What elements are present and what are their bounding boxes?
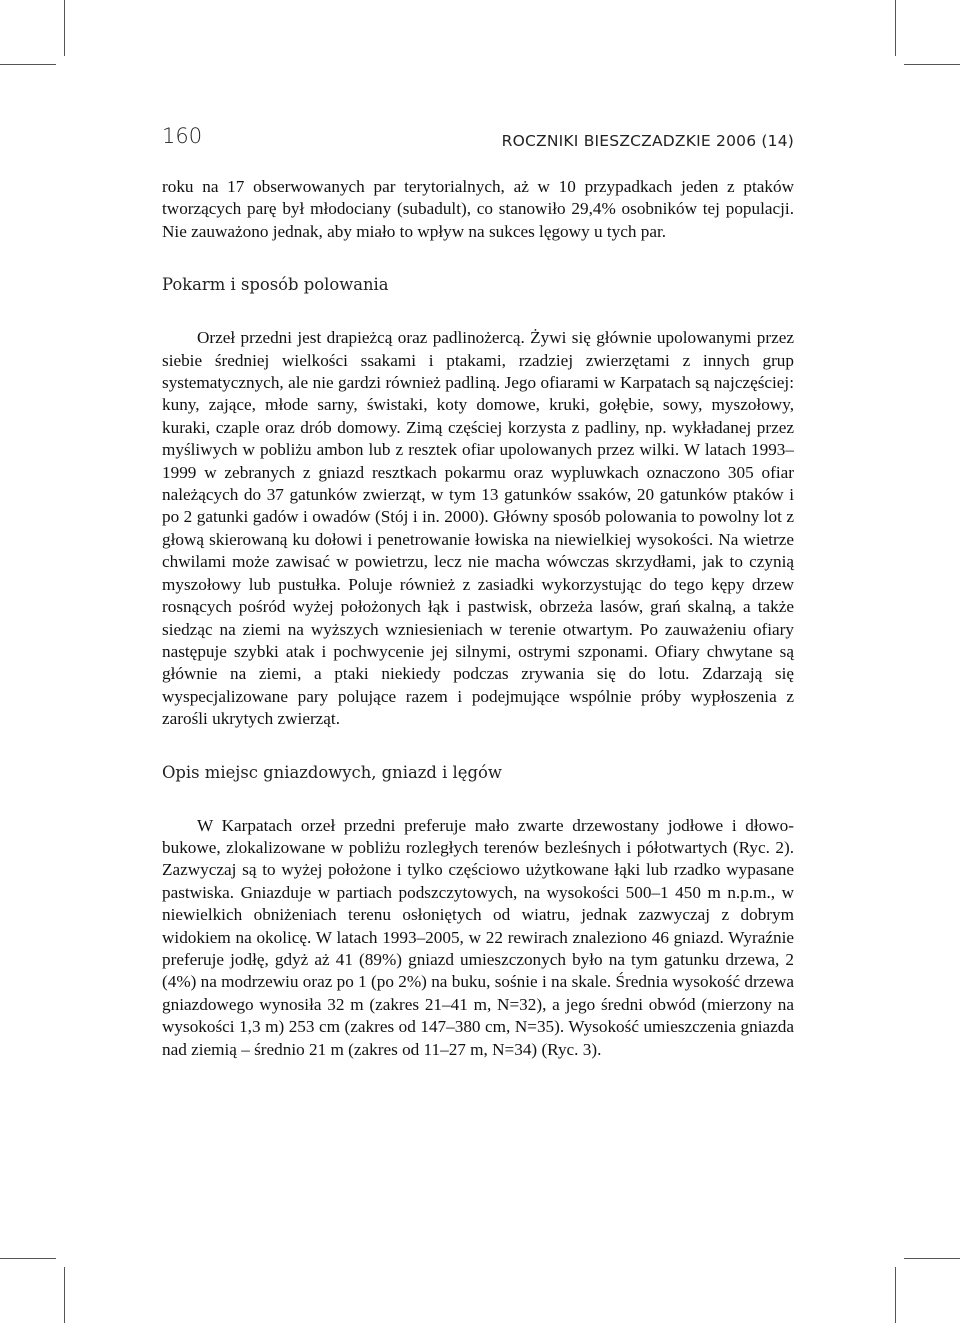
document-body (162, 176, 794, 1061)
journal-title: ROCZNIKI BIESZCZADZKIE 2006 (14) (501, 132, 794, 150)
crop-mark-bottom-left-vertical (64, 1267, 65, 1323)
crop-mark-top-right-vertical (895, 0, 896, 56)
section-heading-opis: Opis miejsc gniazdowych, gniazd i lęgów (162, 762, 502, 782)
section-heading-pokarm: Pokarm i sposób polowania (162, 275, 389, 295)
crop-mark-bottom-right-horizontal (904, 1258, 960, 1259)
page-number: 160 (162, 124, 203, 148)
paragraph-opis: W Karpatach orzeł przedni preferuje mało zwarte drzewostany jodłowe i dłowo-bukowe, zlokalizowane w pobliżu rozległych terenów bezleśnych i półotwartych (Ryc. 2). Zazwyczaj są to wyżej położone i tylko częściowo użytkowane łąki lub rzadko wypasane pastwiska. Gniazduje w partiach podszczytowych, na wysokości 500–1 450 m n.p.m., w niewielkich obniżeniach terenu osłoniętych od wiatru, jednak zazwyczaj z dobrym widokiem na okolicę. W latach 1993–2005, w 22 rewirach znaleziono 46 gniazd. Wyraźnie preferuje jodłę, gdyż aż 41 (89%) gniazd umieszczonych było na tym gatunku drzewa, 2 (4%) na modrzewiu oraz po 1 (po 2%) na buku, sośnie i na skale. Średnia wysokość drzewa gniazdowego wynosiła 32 m (zakres 21–41 m, N=32), a jego średni obwód (mierzony na wysokości 1,3 m) 253 cm (zakres od 147–380 cm, N=35). Wysokość umieszczenia gniazda nad ziemią – średnio 21 m (zakres od 11–27 m, N=34) (Ryc. 3). (162, 815, 794, 1059)
crop-mark-top-right-horizontal (904, 64, 960, 65)
crop-mark-bottom-left-horizontal (0, 1258, 56, 1259)
document-page (162, 118, 794, 1061)
intro-paragraph: roku na 17 obserwowanych par terytorialnych, aż w 10 przypadkach jeden z ptaków tworzących parę był młodociany (subadult), co stanowiło 29,4% osobników tej populacji. Nie zauważono jednak, aby miało to wpływ na sukces lęgowy u tych par. (162, 177, 794, 241)
running-header (162, 118, 794, 158)
crop-mark-top-left-horizontal (0, 64, 56, 65)
crop-mark-bottom-right-vertical (895, 1267, 896, 1323)
paragraph-pokarm: Orzeł przedni jest drapieżcą oraz padlinożercą. Żywi się głównie upolowanymi przez siebie średniej wielkości ssakami i ptakami, rzadziej zwierzętami z innych grup systematycznych, ale nie gardzi również padliną. Jego ofiarami w Karpatach są najczęściej: kuny, zające, młode sarny, świstaki, koty domowe, kruki, gołębie, sowy, myszołowy, kuraki, czaple oraz drób domowy. Zimą częściej korzysta z padliny, np. wykładanej przez myśliwych w pobliżu ambon lub z resztek ofiar upolowanych przez wilki. W latach 1993–1999 w zebranych z gniazd resztkach pokarmu oraz wypluwkach oznaczono 305 ofiar należących do 37 gatunków zwierząt, w tym 13 gatunków ssaków, 20 gatunków ptaków i po 2 gatunki gadów i owadów (Stój i in. 2000). Główny sposób polowania to powolny lot z głową skierowaną ku dołowi i penetrowanie łowiska na niewielkiej wysokości. Na wietrze chwilami może zawisać w powietrzu, lecz nie macha wówczas skrzydłami, jak to czynią myszołowy lub pustułka. Poluje również z zasiadki wykorzystując do tego kępy drzew rosnących pośród wyżej położonych łąk i pastwisk, obrzeża lasów, grań skalną, a także siedząc na ziemi na wyższych wzniesieniach w terenie otwartym. Po zauważeniu ofiary następuje szybki atak i pochwycenie jej silnymi, ostrymi szponami. Ofiary chwytane są głównie na ziemi, a ptaki niekiedy podczas zrywania się do lotu. Zdarzają się wyspecjalizowane pary polujące razem i podejmujące wspólnie próby wypłoszenia z zarośli ukrytych zwierząt. (162, 328, 794, 729)
crop-mark-top-left-vertical (64, 0, 65, 56)
